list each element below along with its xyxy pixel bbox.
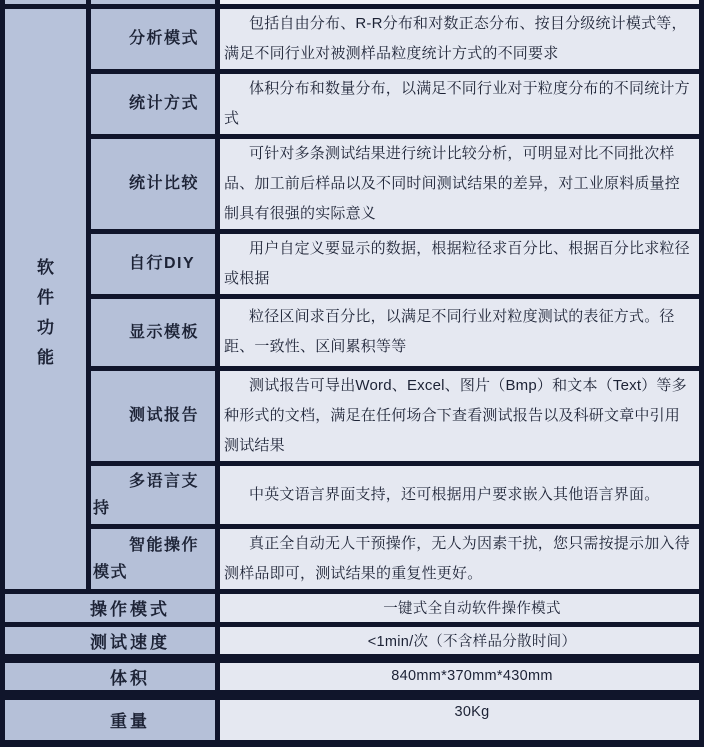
row-content-weight: 30Kg [218, 695, 702, 744]
row-label-multi-language: 多语言支持 [89, 463, 218, 526]
row-content-diy: 用户自定义要显示的数据，根据粒径求百分比、根据百分比求粒径或根据 [218, 231, 702, 296]
row-content-test-report: 测试报告可导出Word、Excel、图片（Bmp）和文本（Text）等多种形式的文档，满足在任何场合下查看测试报告以及科研文章中引用测试结果 [218, 368, 702, 463]
row-content-test-speed: <1min/次（不含样品分散时间） [218, 624, 702, 658]
row-label-analysis-mode: 分析模式 [89, 6, 218, 71]
row-label-dimensions: 体积 [3, 658, 218, 695]
row-content-dimensions: 840mm*370mm*430mm [218, 658, 702, 695]
row-label-diy: 自行DIY [89, 231, 218, 296]
row-label-display-template: 显示模板 [89, 296, 218, 368]
table-row-weight [3, 695, 702, 744]
vertical-char: 功 [37, 318, 54, 337]
row-label-test-speed: 测试速度 [3, 624, 218, 658]
table-row-test-speed [3, 624, 702, 658]
table-row-operation-mode [3, 591, 702, 624]
section-header-software-functions [3, 6, 89, 591]
row-label-statistics-method: 统计方式 [89, 71, 218, 136]
row-content-analysis-mode: 包括自由分布、R-R分布和对数正态分布、按目分级统计模式等，满足不同行业对被测样品粒度统计方式的不同要求 [218, 6, 702, 71]
row-label-weight: 重量 [3, 695, 218, 744]
row-content-display-template: 粒径区间求百分比，以满足不同行业对粒度测试的表征方式。径距、一致性、区间累积等等 [218, 296, 702, 368]
row-label-operation-mode: 操作模式 [3, 591, 218, 624]
table-row-dimensions [3, 658, 702, 695]
row-label-test-report: 测试报告 [89, 368, 218, 463]
vertical-char: 软 [37, 258, 54, 277]
table-row-test-report [3, 368, 702, 463]
table-row-statistics-comparison [3, 136, 702, 231]
row-content-statistics-method: 体积分布和数量分布，以满足不同行业对于粒度分布的不同统计方式 [218, 71, 702, 136]
vertical-char: 件 [37, 288, 54, 307]
row-content-smart-operation: 真正全自动无人干预操作，无人为因素干扰，您只需按提示加入待测样品即可，测试结果的重复性更好。 [218, 526, 702, 591]
row-content-statistics-comparison: 可针对多条测试结果进行统计比较分析，可明显对比不同批次样品、加工前后样品以及不同时间测试结果的差异，对工业原料质量控制具有很强的实际意义 [218, 136, 702, 231]
table-row-analysis-mode [3, 6, 702, 71]
table-row-diy [3, 231, 702, 296]
table-row-multi-language [3, 463, 702, 526]
table-row-smart-operation [3, 526, 702, 591]
row-label-smart-operation: 智能操作模式 [89, 526, 218, 591]
table-row-display-template [3, 296, 702, 368]
row-content-multi-language: 中英文语言界面支持，还可根据用户要求嵌入其他语言界面。 [218, 463, 702, 526]
row-content-operation-mode: 一键式全自动软件操作模式 [218, 591, 702, 624]
row-label-statistics-comparison: 统计比较 [89, 136, 218, 231]
table-row-statistics-method [3, 71, 702, 136]
vertical-char: 能 [37, 348, 54, 367]
